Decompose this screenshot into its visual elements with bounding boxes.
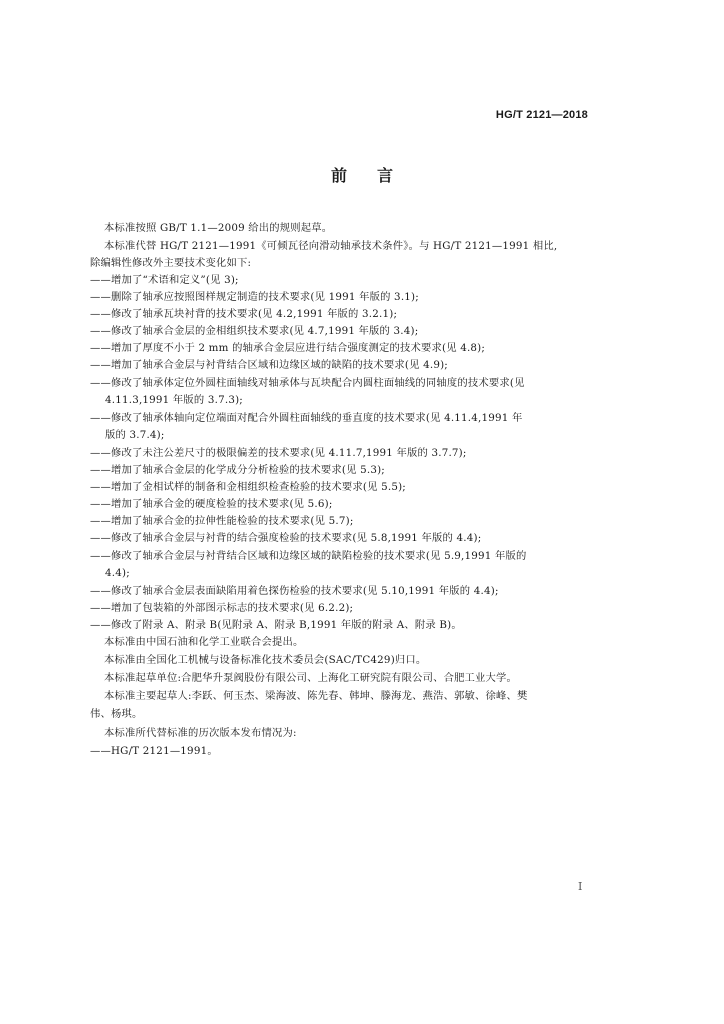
list-item: ——修改了轴承瓦块衬背的技术要求(见 4.2,1991 年版的 3.2.1);: [90, 308, 398, 320]
paragraph-line: 除编辑性修改外主要技术变化如下:: [90, 257, 252, 269]
list-item: ——修改了轴承合金层表面缺陷用着色探伤检验的技术要求(见 5.10,1991 年版的 4.4);: [90, 585, 499, 597]
list-item: ——增加了“术语和定义”(见 3);: [90, 274, 239, 286]
paragraph-line: 本标准起草单位:合肥华升泵阀股份有限公司、上海化工研究院有限公司、合肥工业大学。: [104, 672, 518, 684]
paragraph-line: 本标准由全国化工机械与设备标准化技术委员会(SAC/TC429)归口。: [104, 654, 427, 666]
paragraph-line: 本标准代替 HG/T 2121—1991《可倾瓦径向滑动轴承技术条件》。与 HG/T 2121—1991 相比,: [104, 240, 558, 252]
paragraph-line: 本标准主要起草人:李跃、何玉杰、梁海波、陈先春、韩坤、滕海龙、燕浩、郭敏、徐峰、樊: [104, 690, 528, 702]
list-item: ——修改了轴承合金层的金相组织技术要求(见 4.7,1991 年版的 3.4);: [90, 325, 419, 337]
paragraph-line: 本标准按照 GB/T 1.1—2009 给出的规则起草。: [104, 222, 333, 234]
page-number: I: [578, 880, 583, 893]
page-title: 前言: [330, 166, 423, 185]
list-item: ——修改了轴承合金层与衬背的结合强度检验的技术要求(见 5.8,1991 年版的 4.4);: [90, 532, 482, 544]
list-item: ——修改了未注公差尺寸的极限偏差的技术要求(见 4.11.7,1991 年版的 3.7.7);: [90, 447, 467, 459]
list-item: ——增加了轴承合金层的化学成分分析检验的技术要求(见 5.3);: [90, 464, 385, 476]
list-item: ——修改了轴承合金层与衬背结合区域和边缘区域的缺陷检验的技术要求(见 5.9,1991 年版的: [90, 550, 527, 562]
paragraph-line: 伟、杨琪。: [90, 708, 143, 720]
list-item: ——增加了包装箱的外部图示标志的技术要求(见 6.2.2);: [90, 602, 354, 614]
list-item-continuation: 版的 3.7.4);: [105, 429, 165, 441]
list-item: ——修改了轴承体定位外圆柱面轴线对轴承体与瓦块配合内圆柱面轴线的同轴度的技术要求(见: [90, 377, 525, 389]
list-item: ——修改了附录 A、附录 B(见附录 A、附录 B,1991 年版的附录 A、附录 B)。: [90, 619, 462, 631]
paragraph-line: 本标准由中国石油和化学工业联合会提出。: [104, 636, 304, 648]
list-item: ——增加了厚度不小于 2 mm 的轴承合金层应进行结合强度测定的技术要求(见 4.8);: [90, 342, 486, 354]
list-item-continuation: 4.4);: [105, 567, 130, 579]
document-code: HG/T 2121—2018: [495, 109, 588, 121]
list-item: ——增加了轴承合金的硬度检验的技术要求(见 5.6);: [90, 498, 333, 510]
list-item: ——删除了轴承应按照图样规定制造的技术要求(见 1991 年版的 3.1);: [90, 291, 419, 303]
list-item: ——增加了轴承合金的拉伸性能检验的技术要求(见 5.7);: [90, 515, 354, 527]
list-item: ——增加了金相试样的制备和金相组织检查检验的技术要求(见 5.5);: [90, 481, 406, 493]
list-item: ——增加了轴承合金层与衬背结合区域和边缘区域的缺陷的技术要求(见 4.9);: [90, 359, 448, 371]
list-item: ——HG/T 2121—1991。: [90, 745, 218, 757]
list-item: ——修改了轴承体轴向定位端面对配合外圆柱面轴线的垂直度的技术要求(见 4.11.4,1991 年: [90, 412, 523, 424]
list-item-continuation: 4.11.3,1991 年版的 3.7.3);: [105, 394, 243, 406]
paragraph-line: 本标准所代替标准的历次版本发布情况为:: [104, 727, 297, 739]
